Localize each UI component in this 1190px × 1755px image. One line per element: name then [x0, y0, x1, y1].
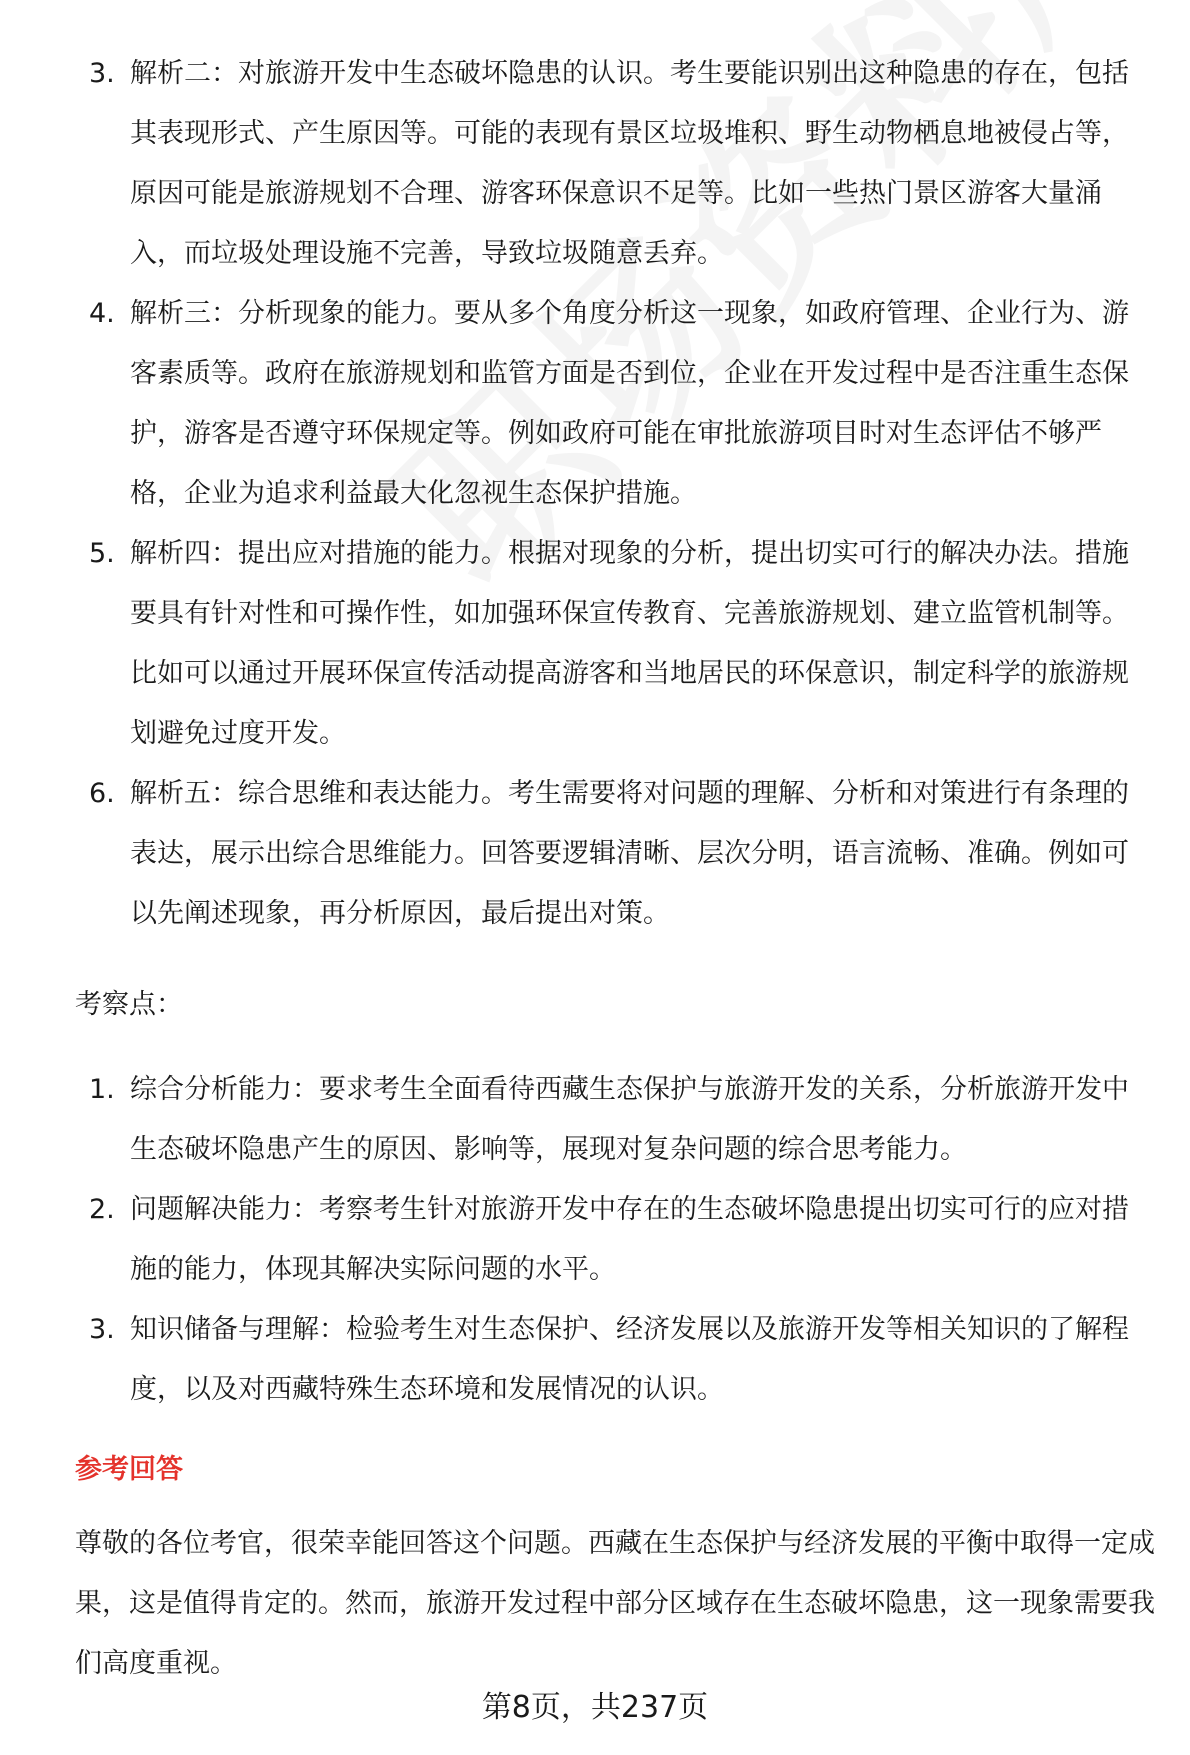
list-item [75, 1300, 1150, 1420]
list-item-number: 3. [89, 58, 115, 89]
list-item-text: 问题解决能力：考察考生针对旅游开发中存在的生态破坏隐患提出切实可行的应对措施的能力，体现其解决实际问题的水平。 [130, 1194, 1129, 1285]
points-list [75, 1060, 1150, 1420]
list-item-number: 3. [89, 1314, 115, 1345]
list-item-text: 解析四：提出应对措施的能力。根据对现象的分析，提出切实可行的解决办法。措施要具有针对性和可操作性，如加强环保宣传教育、完善旅游规划、建立监管机制等。比如可以通过开展环保宣传活动提高游客和当地居民的环保意识，制定科学的旅游规划避免过度开发。 [130, 538, 1129, 749]
analysis-list [75, 44, 1150, 944]
list-item [75, 1060, 1150, 1180]
list-item-number: 1. [89, 1074, 115, 1105]
list-item-number: 2. [89, 1194, 115, 1225]
list-item [75, 1180, 1150, 1300]
list-item-text: 解析五：综合思维和表达能力。考生需要将对问题的理解、分析和对策进行有条理的表达，展示出综合思维能力。回答要逻辑清晰、层次分明，语言流畅、准确。例如可以先阐述现象，再分析原因，最后提出对策。 [130, 778, 1129, 929]
list-item-text: 综合分析能力：要求考生全面看待西藏生态保护与旅游开发的关系，分析旅游开发中生态破坏隐患产生的原因、影响等，展现对复杂问题的综合思考能力。 [130, 1074, 1129, 1165]
list-item-text: 知识储备与理解：检验考生对生态保护、经济发展以及旅游开发等相关知识的了解程度，以及对西藏特殊生态环境和发展情况的认识。 [130, 1314, 1129, 1405]
answer-heading: 参考回答 [75, 1454, 183, 1485]
list-item [75, 524, 1150, 764]
list-item [75, 44, 1150, 284]
page-footer: 第8页，共237页 [481, 1690, 709, 1725]
list-item-number: 6. [89, 778, 115, 809]
list-item-text: 解析二：对旅游开发中生态破坏隐患的认识。考生要能识别出这种隐患的存在，包括其表现形式、产生原因等。可能的表现有景区垃圾堆积、野生动物栖息地被侵占等，原因可能是旅游规划不合理、游客环保意识不足等。比如一些热门景区游客大量涌入，而垃圾处理设施不完善，导致垃圾随意丢弃。 [130, 58, 1129, 269]
list-item [75, 284, 1150, 524]
list-item [75, 764, 1150, 944]
points-heading: 考察点： [75, 989, 183, 1020]
list-item-text: 解析三：分析现象的能力。要从多个角度分析这一现象，如政府管理、企业行为、游客素质等。政府在旅游规划和监管方面是否到位，企业在开发过程中是否注重生态保护，游客是否遵守环保规定等。例如政府可能在审批旅游项目时对生态评估不够严格，企业为追求利益最大化忽视生态保护措施。 [130, 298, 1129, 509]
list-item-number: 4. [89, 298, 115, 329]
list-item-number: 5. [89, 538, 115, 569]
answer-paragraph: 尊敬的各位考官，很荣幸能回答这个问题。西藏在生态保护与经济发展的平衡中取得一定成果，这是值得肯定的。然而，旅游开发过程中部分区域存在生态破坏隐患，这一现象需要我们高度重视。 [75, 1528, 1155, 1679]
